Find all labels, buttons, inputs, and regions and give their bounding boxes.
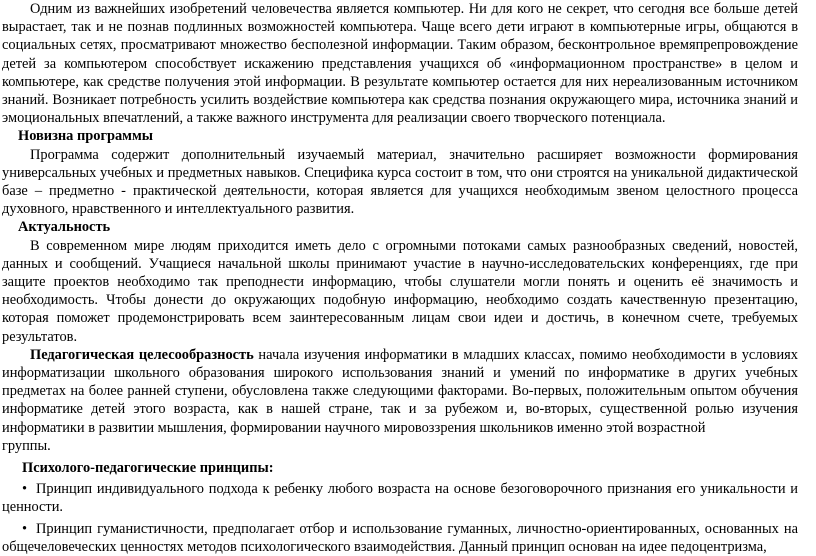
- expediency-tail: группы.: [2, 437, 51, 454]
- intro-paragraph: Одним из важнейших изобретений человечества является компьютер. Ни для кого не секрет, что сегодня все больше детей вырастает, так и не познав подлинных возможностей компьютера. Чаще всего дети играют в компьютерные игры, общаются в социальных сетях, просматривают множество бесполезной информации. Таким образом, бесконтрольное времяпрепровождение детей за компьютером способствует искажению представления учащихся об «информационном пространстве» в целом и компьютере, как средстве получения этой информации. В результате компьютер остается для них нереализованным источником знаний. Возникает потребность усилить воздействие компьютера как средства познания окружающего мира, источника знаний и эмоциональных впечатлений, а также важного инструмента для реализации своего творческого потенциала.: [2, 1, 798, 127]
- bullet-icon: •: [22, 481, 28, 498]
- expediency-paragraph: [2, 346, 798, 437]
- principles-heading: Психолого-педагогические принципы:: [22, 460, 274, 477]
- expediency-text: начала изучения информатики в младших классах, помимо необходимости в условиях информатизации школьного образования широкого использования знаний и умений по информатике в других учебных предметах на более ранней ступени, обусловлена также следующими факторами. Во-первых, положительным опытом обучения информатике детей этого возраста, как в нашей стране, так и за рубежом и, во-вторых, существенной ролью изучения информатики в развитии мышления, формировании научного мировоззрения школьников именно этой возрастной: [2, 346, 798, 436]
- principle-item-text: Принцип индивидуального подхода к ребенку любого возраста на основе безоговорочного признания его уникальности и ценности.: [2, 481, 798, 516]
- expediency-heading: Педагогическая целесообразность: [30, 346, 254, 363]
- document-page: [2, 0, 798, 556]
- bullet-icon: •: [22, 520, 28, 537]
- novelty-paragraph: Программа содержит дополнительный изучаемый материал, значительно расширяет возможности формирования универсальных учебных и предметных навыков. Специфика курса состоит в том, что они строятся на уникальной дидактической базе – предметно - практической деятельности, которая является для учащихся необходимым звеном целостного процесса духовного, нравственного и интеллектуального развития.: [2, 146, 798, 218]
- relevance-heading: Актуальность: [18, 219, 111, 236]
- relevance-paragraph: В современном мире людям приходится иметь дело с огромными потоками самых разнообразных сведений, новостей, данных и сообщений. Учащиеся начальной школы принимают участие в научно-исследовательских конференциях, где при защите проектов необходимо так преподнести информацию, чтобы слушатели могли понять и оценить её значимость и необходимость. Чтобы донести до окружающих подобную информацию, необходимо создать качественную презентацию, которая поможет продемонстрировать всем заинтересованным лицам свои идеи и достичь, в конечном счете, требуемых результатов.: [2, 237, 798, 345]
- principle-item-text: Принцип гуманистичности, предполагает отбор и использование гуманных, личностно-ориентированных, основанных на общечеловеческих ценностях методов психологического взаимодействия. Данный принцип основан на идее педоцентризма,: [2, 520, 798, 555]
- principle-item: [2, 520, 798, 556]
- novelty-heading: Новизна программы: [18, 128, 154, 145]
